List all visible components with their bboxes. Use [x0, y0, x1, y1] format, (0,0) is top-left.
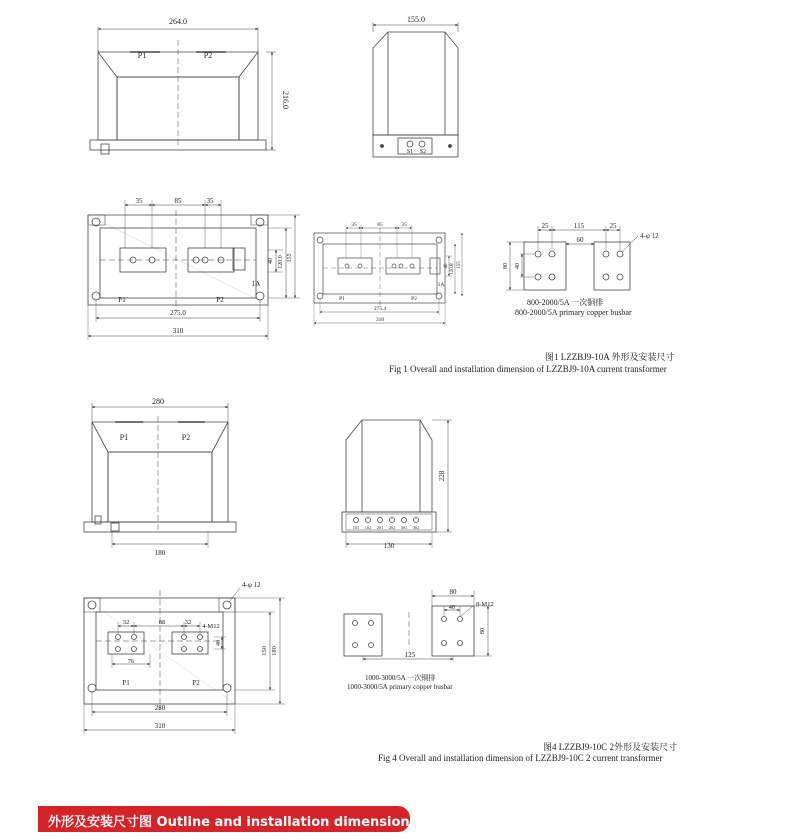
fig4-busbar-80: 80: [449, 588, 457, 596]
fig4-plan-88: 88: [158, 619, 166, 626]
fig1-caption-cn: 图1 LZZBJ9-10A 外形及安装尺寸: [545, 352, 675, 362]
fig4-side-t2: 1S2: [364, 525, 372, 530]
fig4-plan-180: 180: [271, 646, 278, 656]
fig1-busbar-cn: 800-2000/5A 一次铜排: [527, 298, 604, 307]
fig4-plan-150: 150: [261, 646, 268, 656]
fig1-plan-b-275: 275.4: [373, 306, 387, 312]
fig4-front-p1: P1: [119, 433, 129, 442]
fig1-plan-a-120: 120.0: [278, 255, 284, 269]
fig1-busbar-en: 800-2000/5A primary copper busbar: [515, 308, 632, 317]
fig1-plan-a-310: 310: [172, 327, 184, 335]
fig1-side-s1: S1: [406, 149, 414, 155]
fig1-plan-a-1a: 1A: [251, 280, 261, 288]
fig4-side-t1: 1S1: [352, 525, 360, 530]
fig1-busbar-60: 60: [576, 236, 584, 244]
fig1-side-s2: S2: [419, 149, 427, 155]
fig1-side-width: 155.0: [407, 15, 425, 24]
fig4-front-view: [84, 403, 236, 548]
fig4-side-t6: 3S2: [412, 525, 420, 530]
fig4-plan-holes: 4-φ 12: [242, 581, 261, 589]
fig4-busbar-80v: 80: [479, 627, 486, 635]
fig1-caption-en: Fig 1 Overall and installation dimension of LZZBJ9-10A current transformer: [389, 364, 667, 374]
fig1-plan-b-155: 155: [457, 261, 462, 269]
fig4-side-t3: 2S1: [376, 525, 384, 530]
fig1-plan-a-35b: 35: [206, 197, 214, 205]
fig1-front-width: 264.0: [169, 17, 187, 26]
fig4-front-base: 180: [154, 549, 166, 557]
fig1-busbar-holes: 4-φ 12: [640, 232, 659, 240]
fig4-side-height: 228: [438, 470, 446, 482]
fig4-plan-p2: P2: [192, 679, 200, 687]
fig4-plan-76: 76: [127, 658, 135, 665]
fig1-plan-b-120: 120.8: [450, 263, 455, 275]
fig1-plan-a: [88, 200, 300, 340]
fig1-plan-a-p2: P2: [216, 296, 224, 304]
section-banner-title: 外形及安装尺寸图 Outline and installation dimension: [48, 815, 410, 830]
fig4-side-base: 130: [383, 542, 395, 550]
fig1-plan-b-85: 85: [377, 222, 383, 228]
section-banner: [38, 806, 410, 832]
fig1-plan-a-155: 155: [287, 253, 293, 263]
fig4-plan-40: 40: [216, 640, 222, 646]
fig4-plan-280: 280: [154, 704, 166, 712]
fig1-plan-b-p2: P2: [411, 296, 417, 302]
fig1-busbar-25b: 25: [609, 222, 617, 230]
fig4-plan-310: 310: [154, 722, 166, 730]
fig4-busbar-40: 40: [448, 604, 456, 611]
fig4-plan-m12: 4-M12: [202, 623, 220, 630]
fig4-caption-cn: 图4 LZZBJ9-10C 2外形及安装尺寸: [543, 742, 677, 752]
fig4-side-t5: 3S1: [400, 525, 408, 530]
fig1-front-view: [90, 27, 276, 154]
fig1-front-p2: P2: [203, 51, 213, 60]
fig4-busbar: [344, 590, 492, 662]
fig4-plan-view: [84, 588, 285, 734]
fig4-front-p2: P2: [181, 433, 191, 442]
fig4-busbar-m12: 8-M12: [476, 601, 494, 608]
fig4-plan-32a: 32: [122, 619, 130, 626]
fig4-busbar-en: 1000-3000/5A primary copper busbar: [347, 683, 453, 691]
fig1-plan-b-1a: 1A: [437, 282, 445, 288]
fig1-plan-b-35a: 35: [351, 222, 357, 228]
fig4-caption-en: Fig 4 Overall and installation dimension of LZZBJ9-10C 2 current transformer: [378, 753, 663, 763]
fig1-busbar-25a: 25: [541, 222, 549, 230]
fig1-front-height: 216.0: [281, 91, 290, 109]
fig1-plan-a-85: 85: [174, 197, 182, 205]
fig4-plan-32b: 32: [184, 619, 192, 626]
fig1-plan-b-310: 310: [375, 317, 385, 323]
fig1-side-view: [373, 22, 458, 157]
fig4-front-width: 280: [152, 397, 164, 406]
fig1-plan-a-40: 40: [268, 258, 274, 264]
fig1-busbar: [506, 226, 638, 290]
fig1-busbar-115: 115: [573, 222, 585, 230]
fig1-busbar-40: 40: [515, 263, 521, 269]
fig1-plan-b: [314, 225, 462, 326]
fig4-busbar-cn: 1000-3000/5A 一次铜排: [365, 674, 436, 682]
fig4-plan-p1: P1: [122, 679, 130, 687]
fig4-side-t4: 2S2: [388, 525, 396, 530]
fig1-plan-a-35a: 35: [135, 197, 143, 205]
fig1-busbar-80: 80: [503, 263, 509, 269]
fig1-plan-b-40: 40: [444, 263, 449, 269]
fig1-plan-a-275: 275.0: [170, 309, 186, 317]
fig1-plan-b-35b: 35: [401, 222, 407, 228]
fig1-plan-b-p1: P1: [339, 296, 345, 302]
fig4-busbar-125: 125: [404, 651, 416, 659]
fig1-plan-a-p1: P1: [118, 296, 126, 304]
fig1-front-p1: P1: [137, 51, 147, 60]
